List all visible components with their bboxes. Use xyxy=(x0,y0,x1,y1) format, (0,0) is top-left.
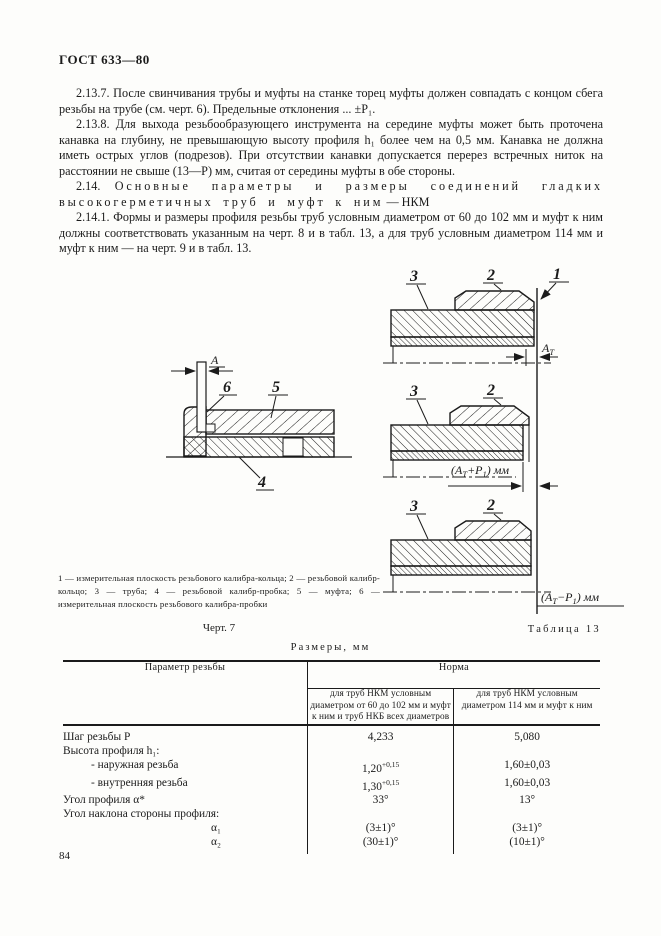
param-cell: - наружная резьба xyxy=(63,758,308,776)
figure-caption: Черт. 7 xyxy=(202,622,236,634)
table-row xyxy=(63,821,600,835)
table-units-label: Размеры, мм xyxy=(290,642,371,653)
param-cell: Угол профиля α* xyxy=(63,793,308,807)
dimension-at-minus-p1: $(A_Т-P_1)$ мм xyxy=(541,590,600,606)
part-label-pipe: 3 xyxy=(410,498,418,515)
table-row xyxy=(63,793,600,807)
value-cell: (3±1)° xyxy=(308,821,454,835)
param-cell: Угол наклона стороны профиля: xyxy=(63,807,308,821)
value-cell xyxy=(308,807,454,821)
value-cell: $1,20^{+0,15}$ xyxy=(308,758,454,776)
value-cell: 1,60±0,03 xyxy=(504,758,551,771)
part-label-coupling: 5 xyxy=(272,379,280,396)
table-row xyxy=(63,835,600,854)
table-header-row xyxy=(63,661,600,689)
tolerance-superscript: +0,15 xyxy=(381,777,400,787)
value-cell: (3±1)° xyxy=(512,822,543,835)
part-label-ring: 2 xyxy=(487,267,495,284)
body-text xyxy=(59,86,603,257)
heading-tail: — НКМ xyxy=(386,194,430,209)
value-cell xyxy=(308,744,454,758)
table-row xyxy=(63,807,600,821)
value-cell: 1,60±0,03 xyxy=(504,776,551,789)
value-cell: 5,080 xyxy=(514,730,540,743)
page-number: 84 xyxy=(59,850,70,862)
param-cell: - внутренняя резьба xyxy=(63,776,308,794)
dimension-at: $A_Т$ xyxy=(542,341,555,357)
param-cell: α₁ xyxy=(63,821,308,835)
dimension-a: А xyxy=(211,353,219,367)
table-row xyxy=(63,725,600,744)
heading-spaced-text: Основные параметры и размеры соединений гладких высокогерметичных труб и муфт к ним xyxy=(59,179,604,209)
dimension-at-plus-p1: $(A_Т+P_1)$ мм xyxy=(451,463,510,479)
value-cell: 33° xyxy=(308,793,454,807)
value-cell: (30±1)° xyxy=(308,835,454,854)
column-header-nkm-60-102: для труб НКМ условным диаметром от 60 до 102 мм и муфт к ним и труб НКБ всех диаметров xyxy=(308,689,454,725)
param-cell: Высота профиля h₁: xyxy=(63,744,308,758)
figure-legend: 1 — измерительная плоскость резьбового калибра-кольца; 2 — резьбовой калибр-кольцо; 3 — труба; 4 — резьбовой калибр-пробка; 5 — муфта; 6 — измерительная плоскость резьбового калибра-пробки xyxy=(58,573,380,609)
table-row xyxy=(63,758,600,776)
part-label-ring: 2 xyxy=(487,382,495,399)
column-header-nkm-114: для труб НКМ условным диаметром 114 мм и муфт к ним xyxy=(454,689,600,725)
part-label-ring: 2 xyxy=(487,497,495,514)
heading-number: 2.14. xyxy=(76,179,101,193)
table-row xyxy=(63,776,600,794)
table-number-label: Таблица 13 xyxy=(527,624,601,635)
value-cell: (10±1)° xyxy=(509,836,545,849)
value-cell xyxy=(454,807,600,821)
standard-number: ГОСТ 633—80 xyxy=(59,52,150,67)
tolerance-superscript: +0,15 xyxy=(381,759,400,769)
value-cell xyxy=(454,744,600,758)
paragraph-2-13-7: 2.13.7. После свинчивания трубы и муфты на станке торец муфты должен совпадать с концом сбега резьбы на трубе (см. черт. 6). Предельные отклонения ... ±P₁. xyxy=(59,86,603,116)
table-row xyxy=(63,744,600,758)
heading-2-14 xyxy=(59,179,603,210)
column-header-parameter: Параметр резьбы xyxy=(63,661,308,725)
drawing-gauge-plus-p1 xyxy=(383,398,558,492)
part-label-plug: 4 xyxy=(258,474,266,491)
parameters-table xyxy=(63,660,600,854)
part-label-pipe: 3 xyxy=(410,383,418,400)
value-cell: 13° xyxy=(519,794,536,807)
param-cell: Шаг резьбы P xyxy=(63,725,308,744)
paragraph-2-13-8: 2.13.8. Для выхода резьбообразующего инструмента на середине муфты может быть проточена канавка на глубину, не превышающую высоту профиля h₁ более чем на 0,5 мм. Канавка не должна иметь острых углов (подрезов). При отсутствии канавки допускается перерез встречных ниток на расстоянии не свыше (13—P) мм, считая от середины муфты в обе стороны. xyxy=(59,117,603,178)
column-header-norma: Норма xyxy=(308,661,601,689)
part-label-plug-plane: 6 xyxy=(223,379,231,396)
paragraph-2-14-1: 2.14.1. Формы и размеры профиля резьбы труб условным диаметром от 60 до 102 мм и муфт к ним должны соответствовать указанным на черт. 8 и в табл. 13, а для труб условным диаметром 114 мм и муфт к ним — на черт. 9 и в табл. 13. xyxy=(59,210,603,255)
figure-chert-7 xyxy=(0,250,661,650)
part-label-pipe: 3 xyxy=(410,268,418,285)
param-cell: α₂ xyxy=(63,835,308,854)
part-label-plane: 1 xyxy=(553,266,561,283)
value-cell: $1,30^{+0,15}$ xyxy=(308,776,454,794)
value-cell: 4,233 xyxy=(308,725,454,744)
drawing-coupling-plug-gauge xyxy=(166,362,352,490)
